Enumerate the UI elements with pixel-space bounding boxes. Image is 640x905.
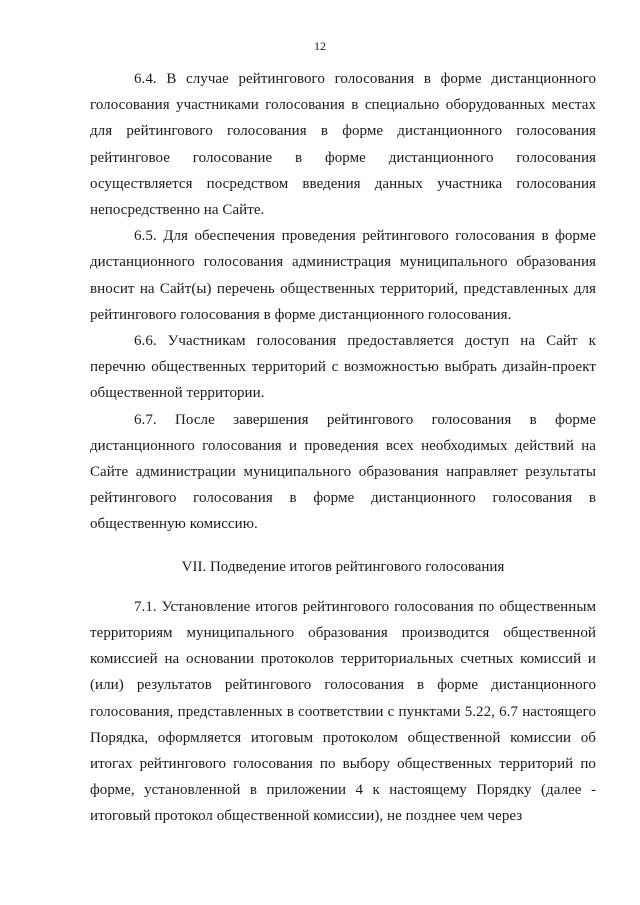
paragraph-6-5: 6.5. Для обеспечения проведения рейтингового голосования в форме дистанционного голосования администрация муниципального образования вносит на Сайт(ы) перечень общественных территорий, представленных для рейтингового голосования в форме дистанционного голосования. [90, 228, 596, 323]
section-heading: VII. Подведение итогов рейтингового голосования [181, 558, 505, 575]
paragraph-6-4: 6.4. В случае рейтингового голосования в форме дистанционного голосования участниками голосования в специально оборудованных местах для рейтингового голосования в форме дистанционного голосования рейтинговое голосование в форме дистанционного голосования осуществляется посредством введения данных участника голосования непосредственно на Сайте. [90, 71, 596, 219]
paragraph-7-1: 7.1. Установление итогов рейтингового голосования по общественным территориям муниципального образования производится общественной комиссией на основании протоколов территориальных счетных комиссий и (или) результатов рейтингового голосования в форме дистанционного голосования, представленных в соответствии с пунктами 5.22, 6.7 настоящего Порядка, оформляется итоговым протоколом общественной комиссии об итогах рейтингового голосования по выбору общественных территорий по форме, установленной в приложении 4 к настоящему Порядку (далее - итоговый протокол общественной комиссии), не позднее чем через [90, 598, 596, 825]
document-body [90, 66, 596, 830]
page-number: 12 [314, 39, 326, 53]
paragraph-6-6: 6.6. Участникам голосования предоставляется доступ на Сайт к перечню общественных территорий с возможностью выбрать дизайн-проект общественной территории. [90, 333, 596, 402]
paragraph-6-7: 6.7. После завершения рейтингового голосования в форме дистанционного голосования и проведения всех необходимых действий на Сайте администрации муниципального образования направляет результаты рейтингового голосования в форме дистанционного голосования в общественную комиссию. [90, 411, 596, 533]
